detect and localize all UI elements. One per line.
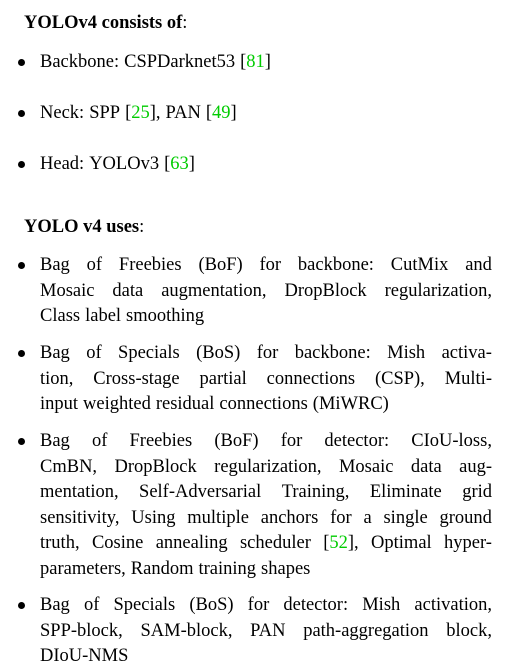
word-group [439, 506, 491, 531]
word: Mosaic [40, 280, 95, 301]
word-group [240, 50, 271, 75]
word: single [383, 507, 428, 528]
word: Bag [40, 431, 70, 451]
word-group [375, 367, 425, 392]
word-group [83, 392, 151, 417]
word-group [166, 101, 201, 126]
word-group [40, 392, 78, 417]
word-group [411, 429, 492, 454]
word-group [261, 506, 319, 531]
word-group [442, 341, 492, 366]
word-group [40, 506, 119, 531]
word: Freebies [129, 431, 193, 451]
word-group [85, 304, 121, 329]
word: Class [40, 306, 81, 326]
word-group [40, 480, 119, 505]
word-group [156, 392, 215, 417]
word: CSPDarknet53 [124, 52, 236, 72]
word: Eliminate [369, 482, 442, 502]
word-group [371, 531, 432, 556]
citation-link[interactable]: 52 [329, 533, 348, 553]
word: Self-Adversarial [139, 482, 262, 502]
word-group [156, 531, 228, 556]
word-group [112, 279, 143, 304]
word-group [298, 253, 374, 278]
bullet-dot-icon [18, 59, 25, 66]
word-group [313, 392, 389, 417]
text-line [40, 392, 492, 417]
word-group [40, 367, 73, 392]
word: aug- [459, 456, 492, 477]
word: ground [439, 507, 492, 528]
word: Training, [281, 482, 350, 502]
word-group [40, 304, 80, 329]
word-group [87, 253, 102, 278]
word-group [283, 593, 348, 618]
word-group [115, 455, 197, 480]
word-group [40, 279, 94, 304]
word-group [130, 429, 193, 454]
consists-heading-text: YOLOv4 consists of [24, 13, 183, 33]
word-group [284, 279, 366, 304]
word: tion, [40, 368, 74, 389]
word: SPP [89, 103, 121, 123]
word: Neck: [40, 103, 85, 123]
word-group [391, 253, 449, 278]
text-line [40, 101, 492, 126]
text-line [40, 531, 492, 556]
word-group [139, 480, 261, 505]
word-group [339, 455, 393, 480]
word: DropBlock [114, 456, 197, 477]
word-group [282, 480, 350, 505]
word: Multi- [444, 368, 492, 389]
word-group [40, 455, 97, 480]
consists-heading [24, 11, 187, 35]
word-group [200, 367, 247, 392]
word-group [462, 480, 492, 505]
text-line [40, 429, 492, 454]
word: Bag [40, 595, 70, 615]
word: of [86, 343, 102, 363]
text-line [40, 50, 492, 75]
word: CmBN, [40, 456, 98, 477]
word-group [93, 367, 179, 392]
word-group [385, 279, 492, 304]
word-group [362, 593, 400, 618]
word: Cross-stage [93, 368, 180, 389]
word-group [267, 367, 355, 392]
word: Bag [40, 255, 70, 275]
word-group [330, 506, 352, 531]
word-group [411, 455, 442, 480]
word-group [40, 101, 84, 126]
word: annealing [155, 533, 228, 553]
word-group [198, 557, 256, 582]
word-group [119, 253, 182, 278]
text-line [40, 557, 492, 582]
consists-heading-colon: : [182, 13, 188, 33]
word-group [126, 304, 204, 329]
bullet-dot-icon [18, 350, 25, 357]
text-line [40, 304, 492, 329]
word-group [131, 506, 175, 531]
word: data [410, 456, 442, 477]
word: ] [264, 52, 271, 72]
word: of [86, 255, 103, 275]
word-group [363, 506, 371, 531]
text-line [40, 593, 492, 618]
word: truth, [40, 533, 80, 553]
word: for [256, 343, 279, 363]
word: partial [199, 368, 247, 389]
word: training [198, 558, 257, 579]
word-group [240, 531, 311, 556]
word: path-aggregation [303, 620, 429, 641]
word-group [370, 480, 442, 505]
word: ], [149, 103, 161, 123]
word: (BoS) [196, 343, 241, 363]
word-group [214, 429, 258, 454]
word-group [40, 152, 84, 177]
word: PAN [165, 103, 201, 123]
word: (BoF) [198, 255, 243, 275]
word: Mish [387, 343, 426, 363]
word-group [295, 341, 371, 366]
word: shapes [261, 558, 311, 579]
word: detector: [324, 431, 390, 451]
bullet-item [18, 341, 492, 418]
word: DIoU-NMS [40, 646, 129, 666]
uses-heading-colon: : [139, 217, 145, 237]
word: [ [164, 154, 171, 174]
word: [ [125, 103, 132, 123]
citation-link[interactable]: 63 [170, 154, 189, 174]
word-group [387, 341, 425, 366]
word: ] [188, 154, 195, 174]
word: anchors [260, 507, 319, 528]
word: grid [462, 482, 492, 502]
bullet-dot-icon [18, 161, 25, 168]
word: sensitivity, [40, 507, 120, 528]
bullet-dot-icon [18, 602, 25, 609]
word: block, [446, 620, 492, 641]
bullet-item [18, 101, 492, 127]
word-group [84, 593, 99, 618]
word-group [206, 101, 237, 126]
word-group [40, 619, 123, 644]
word: connections [219, 394, 308, 414]
word-group [89, 101, 120, 126]
word: Specials [118, 343, 180, 363]
word-group [164, 152, 195, 177]
word: backbone: [297, 255, 374, 275]
text-line [40, 152, 492, 177]
word: for [247, 595, 270, 615]
word: Bag [40, 343, 70, 363]
word-group [40, 531, 80, 556]
word: [ [323, 533, 330, 553]
word: Using [131, 507, 176, 528]
word: SAM-block, [140, 620, 233, 641]
word-group [92, 531, 143, 556]
word: (CSP), [374, 368, 425, 389]
word: data [112, 280, 144, 301]
word: hyper- [444, 533, 492, 553]
word-group [161, 279, 266, 304]
word: (BoF) [214, 431, 259, 451]
word: Mosaic [338, 456, 394, 477]
word-group [124, 50, 235, 75]
word: Head: [40, 154, 85, 174]
word-group [198, 253, 242, 278]
word-group [40, 341, 70, 366]
word-group [459, 455, 492, 480]
word: Cosine [91, 533, 144, 553]
word: Specials [113, 595, 176, 615]
word: smoothing [126, 306, 205, 326]
word: (BoS) [189, 595, 234, 615]
word-group [40, 557, 126, 582]
word: label [85, 306, 122, 326]
word-group [250, 619, 285, 644]
word: for [280, 431, 303, 451]
bullet-dot-icon [18, 262, 25, 269]
word: activa- [441, 343, 492, 363]
word-group [257, 341, 279, 366]
word-group [92, 429, 107, 454]
word-group [86, 341, 101, 366]
text-line [40, 341, 492, 366]
bullet-item [18, 593, 492, 670]
text-line [40, 367, 492, 392]
text-line [40, 506, 492, 531]
citation-link[interactable]: 25 [131, 103, 150, 123]
citation-link[interactable]: 81 [246, 52, 265, 72]
citation-link[interactable]: 49 [212, 103, 231, 123]
word: SPP-block, [40, 620, 123, 641]
word-group [303, 619, 428, 644]
word-group [89, 152, 159, 177]
word: Mish [362, 595, 401, 615]
word-group [281, 429, 303, 454]
word: YOLOv3 [89, 154, 160, 174]
text-line [40, 619, 492, 644]
word: regularization, [214, 456, 322, 477]
text-line [40, 644, 492, 669]
word-group [260, 253, 282, 278]
word: [ [240, 52, 247, 72]
word: mentation, [40, 482, 119, 502]
word-group [187, 506, 249, 531]
word: (MiWRC) [312, 394, 389, 414]
word: activation, [414, 595, 492, 615]
word: a [363, 507, 372, 528]
word-group [446, 619, 492, 644]
word-group [131, 557, 194, 582]
word: ], [347, 533, 359, 553]
word-group [214, 455, 321, 480]
word-group [40, 253, 70, 278]
word-group [196, 341, 240, 366]
word-group [261, 557, 310, 582]
uses-heading-text: YOLO v4 uses [24, 217, 140, 237]
text-line [40, 480, 492, 505]
word: Optimal [371, 533, 432, 553]
word-group [118, 341, 180, 366]
word: PAN [250, 620, 286, 641]
word-group [140, 619, 232, 644]
word-group [414, 593, 492, 618]
bullet-dot-icon [18, 110, 25, 117]
word: [ [205, 103, 213, 123]
word: input [40, 394, 79, 414]
bullet-item [18, 152, 492, 178]
word: scheduler [239, 533, 311, 553]
word: weighted [83, 394, 151, 414]
word: multiple [187, 507, 249, 528]
text-line [40, 253, 492, 278]
word-group [383, 506, 427, 531]
word-group [40, 593, 70, 618]
word-group [125, 101, 160, 126]
text-line [40, 455, 492, 480]
word-group [248, 593, 270, 618]
word: for [259, 255, 282, 275]
word: for [330, 507, 352, 528]
word-group [444, 531, 492, 556]
bullet-item [18, 50, 492, 76]
word: residual [155, 394, 215, 414]
word: parameters, [40, 558, 126, 579]
word: detector: [283, 595, 349, 615]
word-group [189, 593, 233, 618]
uses-heading [24, 215, 144, 239]
word-group [219, 392, 307, 417]
word-group [114, 593, 176, 618]
word: of [83, 595, 100, 615]
word-group [40, 50, 119, 75]
word: backbone: [294, 343, 371, 363]
word-group [445, 367, 492, 392]
word: of [91, 431, 108, 451]
word-group [465, 253, 492, 278]
bullet-item [18, 429, 492, 582]
word-group [40, 429, 70, 454]
bullet-dot-icon [18, 438, 25, 445]
word: and [465, 255, 492, 275]
word-group [324, 429, 389, 454]
word: Backbone: [40, 52, 120, 72]
word: DropBlock [284, 280, 367, 301]
word-group [40, 644, 128, 669]
word: Freebies [118, 255, 182, 275]
word-group [323, 531, 358, 556]
text-line [40, 279, 492, 304]
word: CutMix [390, 255, 449, 275]
word: regularization, [384, 280, 492, 301]
word: augmentation, [161, 280, 267, 301]
word: connections [266, 368, 356, 389]
word: ] [230, 103, 237, 123]
word: CIoU-loss, [411, 431, 492, 451]
word: Random [130, 558, 194, 579]
bullet-item [18, 253, 492, 330]
